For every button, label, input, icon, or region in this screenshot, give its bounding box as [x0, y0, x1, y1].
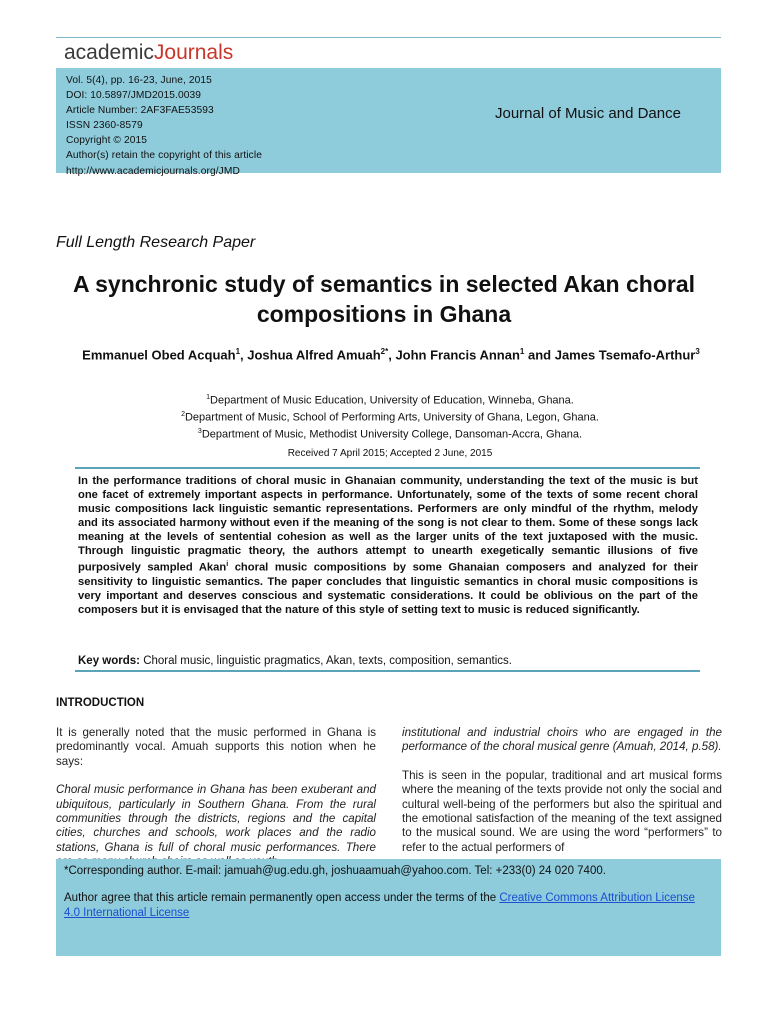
journal-name: Journal of Music and Dance [495, 105, 681, 122]
affiliation-line [80, 391, 700, 408]
footer-notes [64, 864, 714, 921]
keywords-label: Key words: [78, 655, 140, 667]
affiliation-line [80, 425, 700, 442]
author-affil-mark: 1 [235, 347, 241, 356]
affiliations [80, 391, 700, 442]
author-separator: , [240, 347, 248, 363]
block-quote: Choral music performance in Ghana has been exuberant and ubiquitous, particularly in Southern Ghana. From the rural communities through the districts, regions and the capital cities, churches and schools, work places and the radio stations, Ghana is full of choral music performances. There [56, 783, 376, 854]
affiliation-text: Department of Music, Methodist University College, Dansoman-Accra, Ghana. [201, 428, 583, 441]
info-issn: ISSN 2360-8579 [66, 120, 143, 132]
paper-type: Full Length Research Paper [56, 234, 256, 251]
abstract-text: In the performance traditions of choral music in Ghanaian community, understanding the text of the music is but one facet of extremely important aspects in performance. Unfortunately, some of the texts of some recent choral music compositions lack linguistic semantic representations. Performers are only mindful of the rhythm, melody and its associated harmony without even if the meaning of the song is not clear to them. Some of these songs lack meaning at the levels of sentential cohesion as well as the larger units of the text juxtaposed with the music. Through linguistic pragmatic theory, the authors attempt to unearth exegetically semantic illusions of five purposively sampled Akan [78, 475, 698, 575]
keywords-list: Choral music, linguistic pragmatics, Akan, texts, composition, semantics. [140, 655, 512, 667]
author-name: John Francis Annan [395, 347, 520, 363]
affiliation-line [80, 408, 700, 425]
header-top-rule [56, 37, 721, 38]
affiliation-mark: 1 [206, 394, 211, 401]
author-separator: and [524, 347, 555, 363]
journal-logo[interactable] [64, 40, 233, 66]
abstract-top-rule [75, 467, 700, 469]
logo-part-journals: Journals [153, 41, 234, 64]
author-separator: , [388, 347, 396, 363]
info-volume: Vol. 5(4), pp. 16-23, June, 2015 [66, 75, 212, 86]
info-author-rights: Author(s) retain the copyright of this article [66, 150, 262, 162]
license-text: Author agree that this article remain permanently open access under the terms of the [64, 892, 500, 904]
author-affil-mark: 1 [519, 347, 525, 356]
author-name: Joshua Alfred Amuah [247, 347, 381, 363]
author-list [56, 343, 726, 363]
affiliation-mark: 2 [181, 411, 185, 419]
author-affil-mark: 3 [695, 347, 700, 356]
info-doi: DOI: 10.5897/JMD2015.0039 [66, 90, 202, 102]
abstract-bottom-rule [75, 670, 700, 672]
info-url[interactable]: http://www.academicjournals.org/JMD [66, 165, 240, 177]
logo-part-academic: academic [64, 41, 154, 64]
right-column [402, 726, 722, 869]
abstract-text-cont: choral music compositions by some Ghanaian composers and analyzed for their sensitivity to linguistic semantics. The paper concludes that linguistic semantics in choral music compositions is very important and deserves conscious and systematic considerations. It could be oblivious on the part of the composers but it is envisaged that the nature of this style of setting text to music is reduced significantly. [78, 562, 699, 616]
intro-paragraph: It is generally noted that the music performed in Ghana is predominantly vocal. Amuah supports this notion when he says: [56, 726, 376, 768]
corresponding-author: *Corresponding author. E-mail: jamuah@ug.edu.gh, joshuaamuah@yahoo.com. Tel: +233(0) 24 020 7400. [64, 865, 606, 877]
keywords [78, 654, 698, 668]
info-article-number: Article Number: 2AF3FAE53593 [66, 105, 214, 117]
license-link[interactable]: Creative Commons Attribution License 4.0 International License [64, 892, 695, 919]
section-heading-introduction: INTRODUCTION [56, 697, 145, 709]
received-dates: Received 7 April 2015; Accepted 2 June, 2015 [287, 448, 493, 459]
info-copyright: Copyright © 2015 [66, 135, 148, 147]
affiliation-text: Department of Music Education, University of Education, Winneba, Ghana. [210, 394, 574, 407]
block-quote-cont: institutional and industrial choirs who are engaged in the performance of the choral musical genre (Amuah, 2014, p.58). [402, 726, 722, 754]
article-info-lines [66, 73, 262, 179]
affiliation-text: Department of Music, School of Performing Arts, University of Ghana, Legon, Ghana. [184, 411, 599, 424]
footnote-mark: i [226, 561, 229, 569]
author-name: Emmanuel Obed Acquah [82, 347, 236, 363]
abstract [78, 475, 698, 618]
author-name: James Tsemafo-Arthur [554, 347, 696, 363]
body-paragraph: This is seen in the popular, traditional and art musical forms where the meaning of the texts provide not only the social and cultural well-being of the performers but also the spiritual and the emotional satisfaction of the meaning of the text assigned to the musical sound. We are using the word “performers” to refer to the actual performers of [402, 768, 722, 854]
paper-title: A synchronic study of semantics in selected Akan choral compositions in Ghana [72, 271, 696, 327]
affiliation-mark: 3 [197, 428, 202, 436]
license-note [64, 891, 714, 921]
author-affil-mark: 2* [380, 347, 389, 356]
